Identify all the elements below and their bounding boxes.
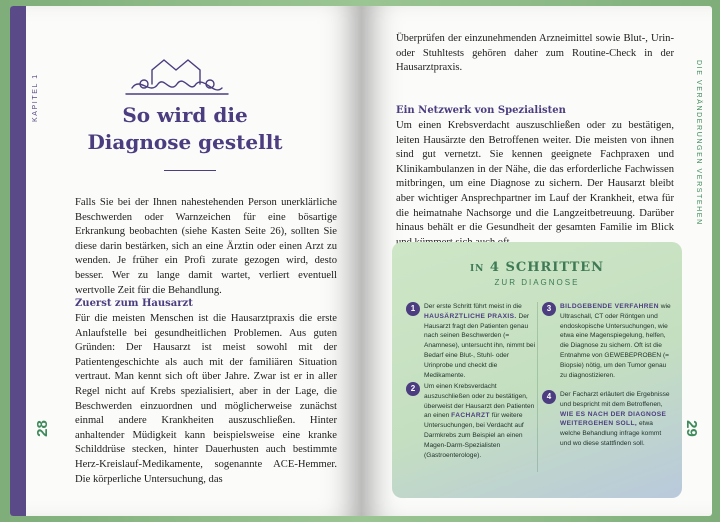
step-2: 2 Um einen Krebsverdacht auszuschließen oder zu bestätigen, überweist der Hausarzt den Patienten an einen FACHARZT für weitere Untersuchungen, bei Verdacht auf Darmkrebs zum Beispiel an einen Magen-Darm-Spezialisten (Gastroenterologe). <box>406 382 536 460</box>
chapter-label: KAPITEL 1 <box>32 73 39 122</box>
step-number: 2 <box>406 382 420 396</box>
subheading-hausarzt: Zuerst zum Hausarzt <box>75 298 193 309</box>
step-3: 3 BILDGEBENDE VERFAHREN wie Ultraschall, CT oder Röntgen und endoskopische Untersuchungen, wie etwa eine Magenspiegelung, helfen, die Diagnose zu sichern. Oft ist die Entnahme von GEWEBEPROBEN (= Biopsie) nötig, um den Tumor genau zu diagnostizieren. <box>542 302 672 380</box>
body-paragraph-right: Um einen Krebsverdacht auszuschließen oder zu bestätigen, leiten Hausärzte den Betroffenen weiter. Die meisten von ihnen sind gut vernetzt. Sie kennen geeignete Fachpraxen und Klinikambulanzen in der Nähe, die das erforderliche Fachwissen mitbringen, um eine Diagnose zu sichern. Der Hausarzt bleibt aber wichtiger Ansprechpartner im Lauf der Krankheit, etwa für die heimatnahe Nachsorge und die Langzeitbetreuung. Darüber hinaus behält er die Gesundheit der gesamten Familie im Blick <box>396 120 674 234</box>
top-paragraph: Überprüfen der einzunehmenden Arzneimittel sowie Blut-, Urin- oder Stuhltests gehören daher zum Routine-Check in der Hausarztpraxis. <box>396 33 674 74</box>
body-paragraph-left: Für die meisten Menschen ist die Hausarztpraxis die erste Anlaufstelle bei gesundheitlichen Problemen. Aus guten Gründen: Der Hausarzt ist meist sowohl mit der Patientengeschichte als auch mit der familiären Situation vertraut. Man kennt sich oft über Jahre. Zwar ist er in aller Regel nicht auf Krebs spezialisiert, aber in der Lage, die Beschwerden einzuordnen und möglicherweise zunächst einmal andere Krankheiten auszuschließen. Hinter anhaltender Müdigkeit kann beispielsweise eine kranke Schilddrüse stecken, hinter Dauerhusten auch bestimmte Herz-Kreislauf-Medikamente, sogenannte ACE-Hemmer. Die körperliche Untersuchung, das <box>75 313 337 485</box>
side-label: DIE VERÄNDERUNGEN VERSTEHEN <box>695 60 702 226</box>
step-number: 3 <box>542 302 556 316</box>
page-title: So wird die Diagnose gestellt <box>87 103 283 154</box>
title-divider <box>164 170 216 171</box>
step-1: 1 Der erste Schritt führt meist in die HAUSÄRZTLICHE PRAXIS. Der Hausarzt fragt den Patienten genau nach seinen Beschwerden (= Anamnese), untersucht ihn, nimmt bei Bedarf eine Blut-, Stuhl- oder Urinprobe und checkt die Medikamente. <box>406 302 536 380</box>
chapter-strip <box>10 6 26 516</box>
infobox-subtitle: ZUR DIAGNOSE <box>494 278 580 287</box>
left-page <box>10 6 363 516</box>
house-ornament-icon <box>122 54 232 100</box>
infobox-title: IN 4 SCHRITTEN ZUR DIAGNOSE <box>392 256 682 287</box>
intro-paragraph: Falls Sie bei der Ihnen nahestehenden Person unerklärliche Beschwerden oder Warnzeichen für eine bösartige Erkrankung beobachten (siehe Kasten Seite 26), sollten Sie diese darin bestärken, sich an eine Ärztin oder einen Arzt zu wenden. Je früher ein Profi zurate gezogen wird, desto besser. Wer zu lange damit wartet, verliert eventuell wertvolle Zeit für die Behandlung. <box>75 197 337 296</box>
page-number-left: 28 <box>33 420 51 437</box>
right-page <box>362 6 712 516</box>
step-4: 4 Der Facharzt erläutert die Ergebnisse und bespricht mit dem Betroffenen, WIE ES NACH DER DIAGNOSE WEITERGEHEN SOLL, etwa welche Behandlung infrage kommt und wo diese stattfinden soll. <box>542 390 672 449</box>
page-number-right: 29 <box>683 420 701 437</box>
steps-infobox <box>392 242 682 498</box>
step-number: 4 <box>542 390 556 404</box>
step-number: 1 <box>406 302 420 316</box>
infobox-divider <box>537 302 538 472</box>
subheading-netzwerk: Ein Netzwerk von Spezialisten <box>396 105 566 116</box>
